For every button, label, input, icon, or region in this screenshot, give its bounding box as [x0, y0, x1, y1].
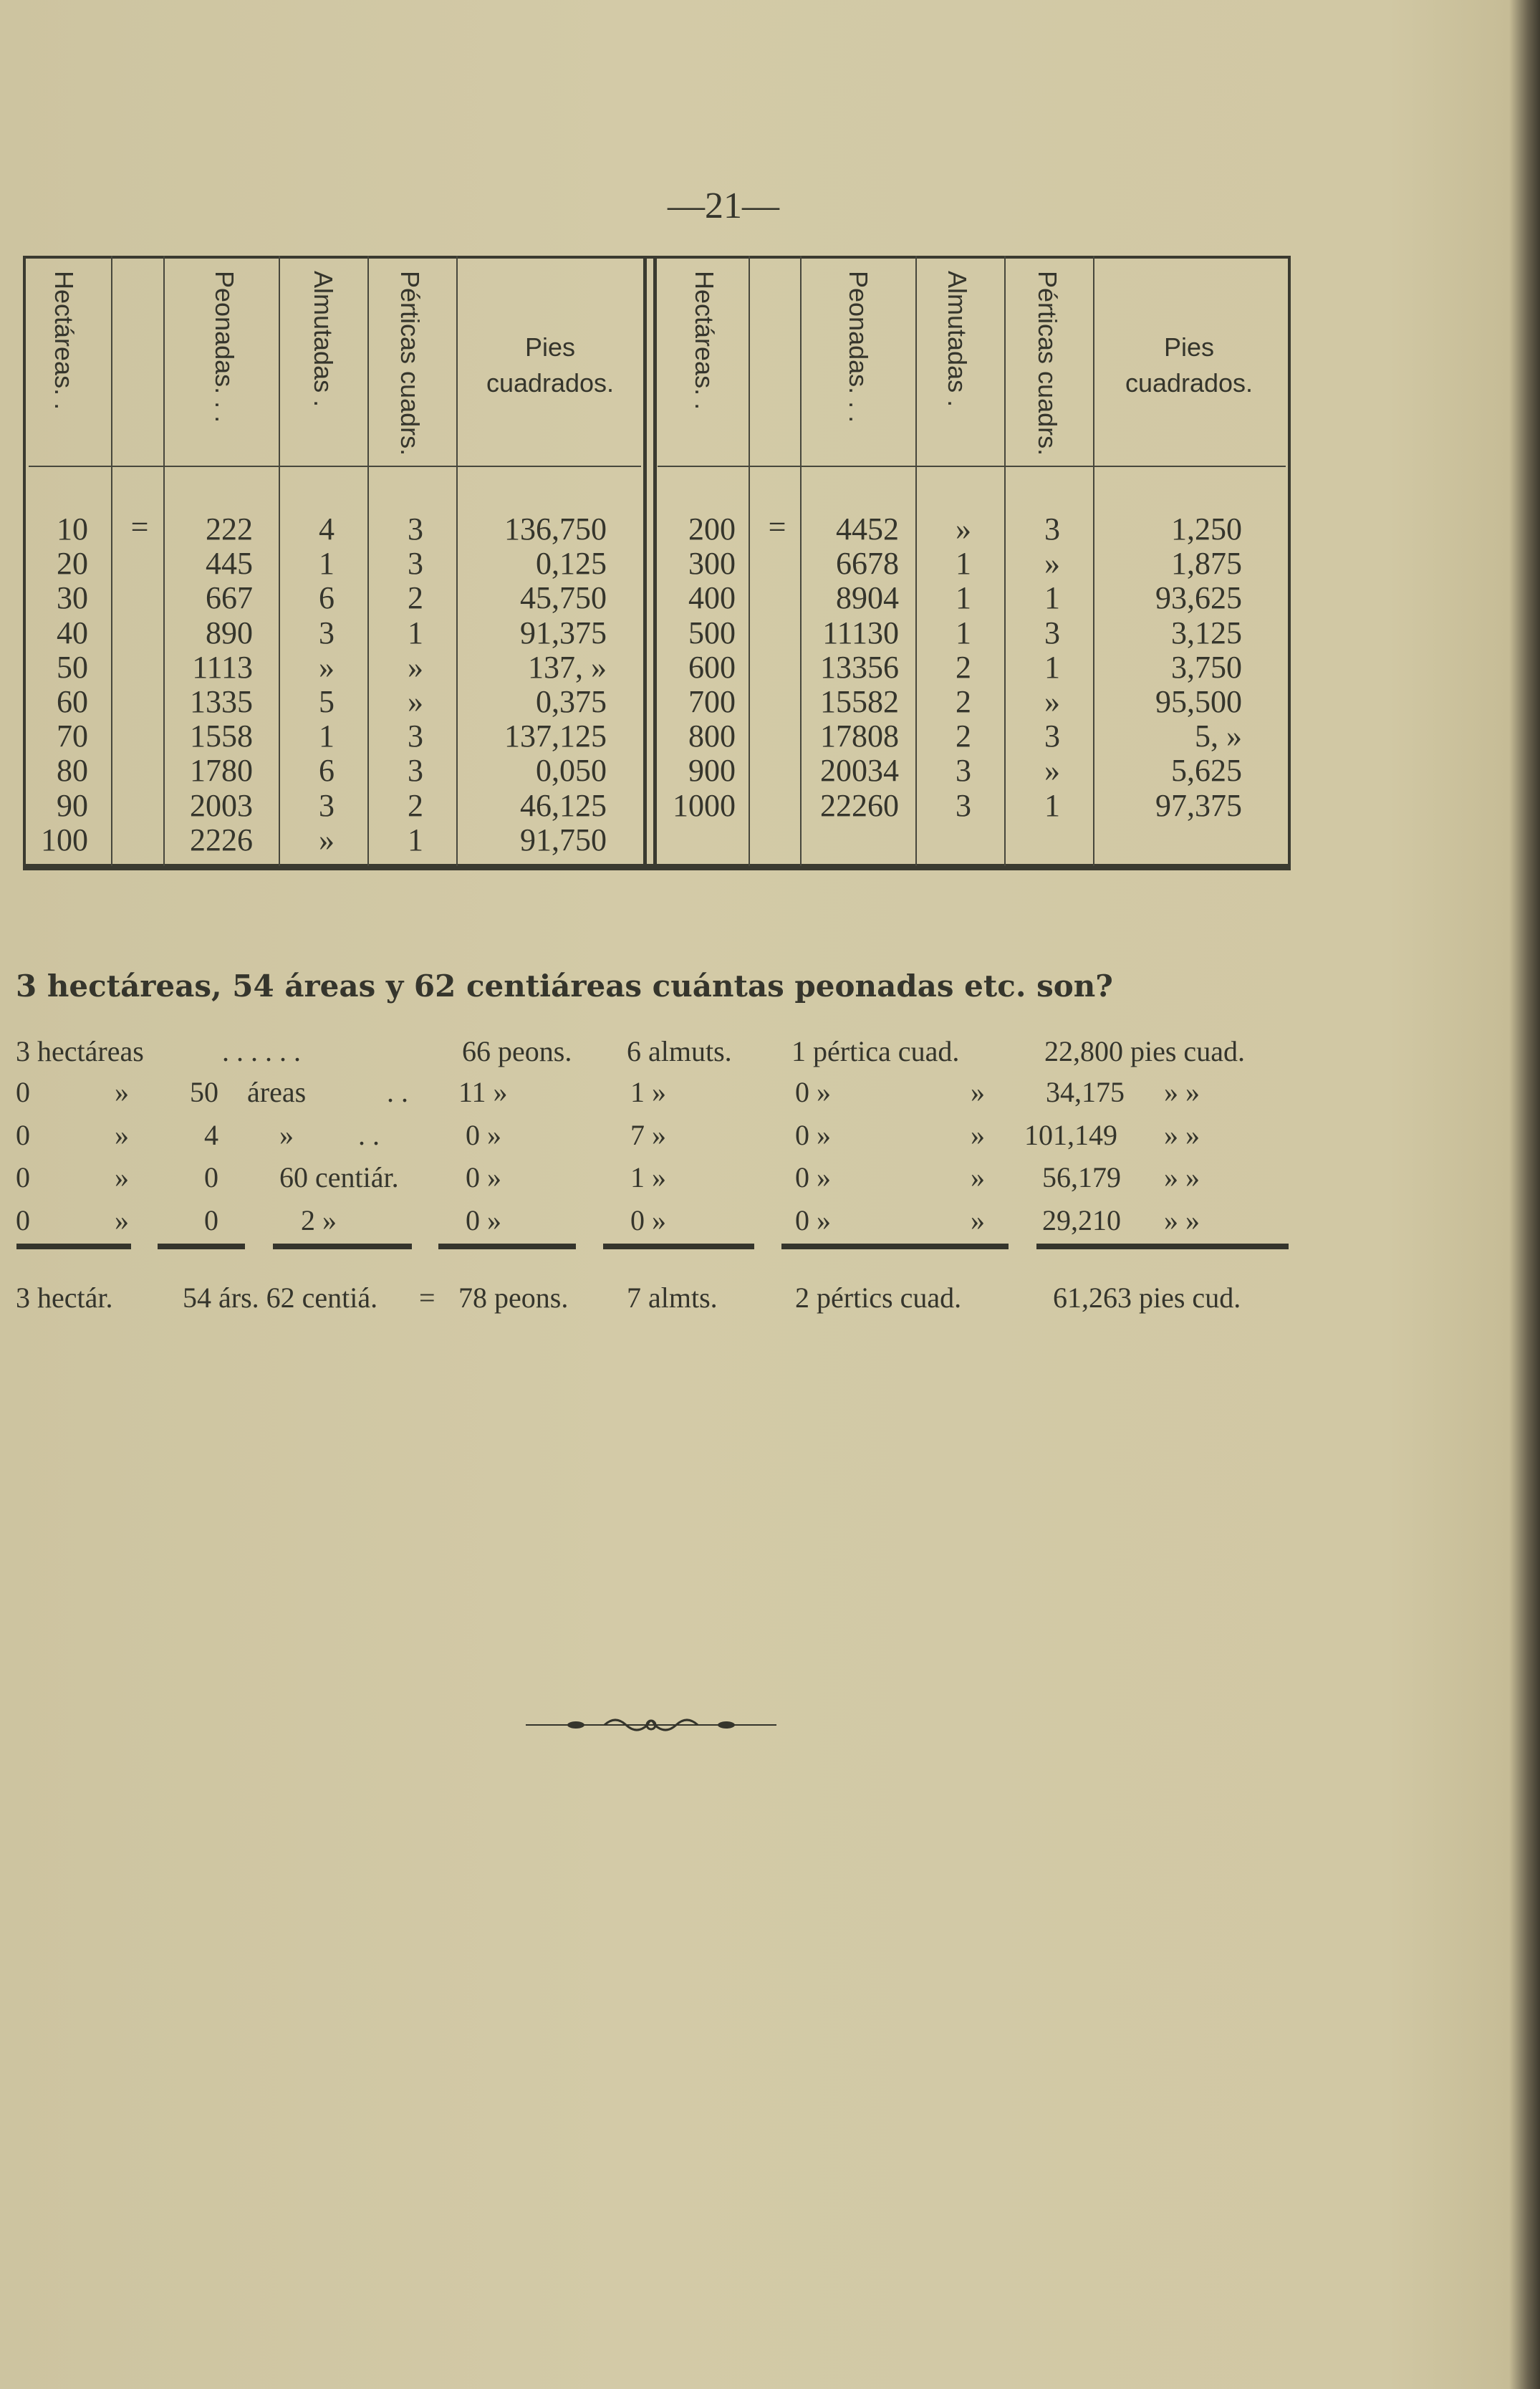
column-divider — [163, 256, 165, 866]
cell-perticas: 1 — [408, 615, 423, 650]
cell-pies: 1,250 — [1171, 511, 1242, 547]
calc-line-2-cell: áreas — [247, 1076, 307, 1108]
cell-peonadas: 1558 — [190, 718, 253, 754]
cell-pies: 0,050 — [536, 753, 607, 789]
cell-peonadas: 1780 — [190, 753, 253, 789]
calc-line-1-cell: 66 peons. — [462, 1035, 572, 1067]
cell-almutadas: 1 — [956, 546, 971, 582]
cell-hectareas: 30 — [57, 580, 88, 616]
calc-line-3-cell: » » — [1164, 1119, 1200, 1151]
calc-line-3-cell: 0 — [16, 1119, 30, 1151]
cell-pies: 46,125 — [520, 787, 607, 823]
calc-line-5-cell: » — [115, 1204, 129, 1236]
calc-line-2-cell: 0 — [16, 1076, 30, 1108]
cell-peonadas: 890 — [206, 615, 253, 650]
cell-perticas: » — [1044, 546, 1060, 582]
cell-almutadas: 4 — [319, 511, 335, 547]
cell-almutadas: 3 — [319, 615, 335, 650]
cell-perticas: 3 — [408, 753, 423, 789]
calc-line-1-cell: 6 almuts. — [627, 1035, 732, 1067]
result-cell: 3 hectár. — [16, 1282, 113, 1314]
header-divider — [658, 466, 1286, 467]
cell-almutadas: 5 — [319, 684, 335, 719]
equals-sign-left: = — [130, 509, 149, 544]
result-cell: 2 pértics cuad. — [795, 1282, 962, 1314]
header-pies-left — [486, 330, 614, 401]
cell-almutadas: 6 — [319, 580, 335, 616]
calc-line-5-cell: 0 » — [466, 1204, 501, 1236]
problem-question: 3 hectáreas, 54 áreas y 62 centiáreas cuántas peonadas etc. son? — [16, 968, 1113, 1004]
cell-hectareas: 900 — [688, 753, 736, 789]
header-peonadas-left: Peonadas. . . — [210, 271, 239, 423]
calc-line-4-cell: 0 — [16, 1161, 30, 1193]
column-divider — [1004, 256, 1006, 866]
calc-line-5-cell: 0 — [16, 1204, 30, 1236]
cell-almutadas: 1 — [956, 615, 971, 650]
cell-peonadas: 11130 — [822, 615, 899, 650]
calc-line-3-cell: » — [971, 1119, 985, 1151]
cell-perticas: 1 — [1044, 787, 1060, 823]
cell-peonadas: 4452 — [836, 511, 899, 547]
calc-line-2-cell: » — [971, 1076, 985, 1108]
cell-hectareas: 500 — [688, 615, 736, 650]
calc-line-5-cell: 0 » — [795, 1204, 831, 1236]
cell-perticas: » — [408, 684, 423, 719]
result-cell: 78 peons. — [458, 1282, 569, 1314]
calc-line-3-cell: » — [115, 1119, 129, 1151]
calc-line-4-cell: 60 centiár. — [279, 1161, 399, 1193]
cell-hectareas: 50 — [57, 649, 88, 685]
cell-hectareas: 800 — [688, 718, 736, 754]
cell-hectareas: 60 — [57, 684, 88, 719]
calc-line-2-cell: » — [115, 1076, 129, 1108]
cell-pies: 3,750 — [1171, 649, 1242, 685]
cell-peonadas: 6678 — [836, 546, 899, 582]
calc-line-5-cell: 2 » — [301, 1204, 337, 1236]
sum-rule — [603, 1244, 754, 1249]
cell-peonadas: 2226 — [190, 822, 253, 857]
cell-perticas: 1 — [1044, 580, 1060, 616]
cell-hectareas: 1000 — [673, 787, 736, 823]
column-divider — [111, 256, 112, 866]
cell-almutadas: 1 — [319, 718, 335, 754]
calc-line-5-cell: 0 — [204, 1204, 218, 1236]
column-divider — [749, 256, 750, 866]
cell-perticas: » — [408, 649, 423, 685]
calc-line-1-cell: . . . . . . — [222, 1035, 301, 1067]
calc-line-1-cell: 3 hectáreas — [16, 1035, 144, 1067]
calc-line-2-cell: . . — [387, 1076, 408, 1108]
section-double-divider — [653, 256, 657, 866]
header-hectareas-left: Hectáreas. . — [49, 271, 79, 410]
cell-pies: 91,750 — [520, 822, 607, 857]
cell-peonadas: 2003 — [190, 787, 253, 823]
cell-almutadas: » — [319, 649, 335, 685]
header-pies-line2: cuadrados. — [486, 368, 615, 398]
cell-perticas: 3 — [1044, 511, 1060, 547]
cell-hectareas: 200 — [688, 511, 736, 547]
calc-line-2-cell: » » — [1164, 1076, 1200, 1108]
cell-pies: 97,375 — [1155, 787, 1242, 823]
calc-line-4-cell: » » — [1164, 1161, 1200, 1193]
column-divider — [1093, 256, 1094, 866]
section-double-divider — [643, 256, 647, 866]
header-hectareas-right: Hectáreas. . — [690, 271, 719, 410]
page-number: —21— — [668, 186, 779, 226]
header-perticas-left: Pérticas cuadrs. — [395, 271, 425, 456]
result-cell: 7 almts. — [627, 1282, 718, 1314]
header-pies-right — [1125, 330, 1253, 401]
cell-perticas: 3 — [1044, 718, 1060, 754]
calc-line-4-cell: 0 » — [466, 1161, 501, 1193]
cell-hectareas: 300 — [688, 546, 736, 582]
calc-line-4-cell: 0 — [204, 1161, 218, 1193]
sum-rule — [16, 1244, 131, 1249]
cell-hectareas: 100 — [41, 822, 88, 857]
calc-line-5-cell: » — [971, 1204, 985, 1236]
calc-line-5-cell: » » — [1164, 1204, 1200, 1236]
cell-perticas: 1 — [408, 822, 423, 857]
header-almutadas-right: Almutadas . — [943, 271, 972, 408]
sum-rule — [1036, 1244, 1289, 1249]
cell-almutadas: 3 — [319, 787, 335, 823]
cell-almutadas: 2 — [956, 649, 971, 685]
cell-perticas: 2 — [408, 787, 423, 823]
decorative-flourish-icon — [526, 1715, 776, 1735]
column-divider — [279, 256, 280, 866]
cell-almutadas: 6 — [319, 753, 335, 789]
calc-line-5-cell: 0 » — [630, 1204, 666, 1236]
cell-pies: 45,750 — [520, 580, 607, 616]
calc-line-3-cell: 101,149 — [1024, 1119, 1117, 1151]
header-divider — [29, 466, 641, 467]
calc-line-2-cell: 1 » — [630, 1076, 666, 1108]
result-cell: 54 árs. 62 centiá. — [183, 1282, 378, 1314]
calc-line-2-cell: 0 » — [795, 1076, 831, 1108]
column-divider — [367, 256, 369, 866]
calc-line-4-cell: 56,179 — [1042, 1161, 1121, 1193]
cell-almutadas: 1 — [319, 546, 335, 582]
cell-almutadas: » — [319, 822, 335, 857]
cell-peonadas: 15582 — [820, 684, 899, 719]
cell-peonadas: 1335 — [190, 684, 253, 719]
calc-line-3-cell: » — [279, 1119, 294, 1151]
header-almutadas-left: Almutadas . — [309, 271, 338, 408]
cell-pies: 1,875 — [1171, 546, 1242, 582]
calc-line-2-cell: 50 — [190, 1076, 218, 1108]
cell-almutadas: 2 — [956, 684, 971, 719]
calc-line-3-cell: 7 » — [630, 1119, 666, 1151]
cell-hectareas: 10 — [57, 511, 88, 547]
cell-pies: 5,625 — [1171, 753, 1242, 789]
calc-line-3-cell: 0 » — [795, 1119, 831, 1151]
cell-perticas: 2 — [408, 580, 423, 616]
cell-almutadas: 1 — [956, 580, 971, 616]
column-divider — [800, 256, 802, 866]
cell-pies: 0,125 — [536, 546, 607, 582]
calc-line-3-cell: 0 » — [466, 1119, 501, 1151]
cell-perticas: 3 — [408, 546, 423, 582]
calc-line-1-cell: 22,800 pies cuad. — [1044, 1035, 1245, 1067]
cell-pies: 0,375 — [536, 684, 607, 719]
calc-line-1-cell: 1 pértica cuad. — [791, 1035, 960, 1067]
cell-perticas: 3 — [408, 718, 423, 754]
cell-perticas: » — [1044, 753, 1060, 789]
column-divider — [456, 256, 458, 866]
cell-pies: 136,750 — [504, 511, 607, 547]
sum-rule — [273, 1244, 412, 1249]
calc-line-4-cell: 1 » — [630, 1161, 666, 1193]
column-divider — [915, 256, 917, 866]
sum-rule — [438, 1244, 576, 1249]
result-cell: 61,263 pies cud. — [1053, 1282, 1241, 1314]
cell-pies: 137,125 — [504, 718, 607, 754]
cell-peonadas: 17808 — [820, 718, 899, 754]
cell-pies: 137, » — [528, 649, 607, 685]
cell-pies: 91,375 — [520, 615, 607, 650]
calc-line-4-cell: 0 » — [795, 1161, 831, 1193]
cell-perticas: » — [1044, 684, 1060, 719]
cell-peonadas: 20034 — [820, 753, 899, 789]
cell-hectareas: 40 — [57, 615, 88, 650]
cell-perticas: 3 — [1044, 615, 1060, 650]
calc-line-3-cell: . . — [358, 1119, 380, 1151]
calc-line-4-cell: » — [115, 1161, 129, 1193]
header-pies-line1: Pies — [1163, 332, 1215, 362]
cell-peonadas: 1113 — [192, 649, 253, 685]
cell-peonadas: 445 — [206, 546, 253, 582]
cell-hectareas: 600 — [688, 649, 736, 685]
cell-perticas: 3 — [408, 511, 423, 547]
cell-hectareas: 20 — [57, 546, 88, 582]
cell-hectareas: 700 — [688, 684, 736, 719]
cell-almutadas: » — [956, 511, 971, 547]
cell-pies: 95,500 — [1155, 684, 1242, 719]
result-cell: = — [419, 1282, 435, 1314]
cell-perticas: 1 — [1044, 649, 1060, 685]
header-pies-line1: Pies — [524, 332, 576, 362]
cell-hectareas: 400 — [688, 580, 736, 616]
cell-hectareas: 70 — [57, 718, 88, 754]
cell-pies: 93,625 — [1155, 580, 1242, 616]
cell-peonadas: 222 — [206, 511, 253, 547]
cell-almutadas: 3 — [956, 787, 971, 823]
equals-sign-right: = — [768, 509, 786, 544]
cell-hectareas: 90 — [57, 787, 88, 823]
calc-line-4-cell: » — [971, 1161, 985, 1193]
sum-rule — [781, 1244, 1009, 1249]
cell-peonadas: 8904 — [836, 580, 899, 616]
header-perticas-right: Pérticas cuadrs. — [1033, 271, 1062, 456]
cell-hectareas: 80 — [57, 753, 88, 789]
calc-line-5-cell: 29,210 — [1042, 1204, 1121, 1236]
header-pies-line2: cuadrados. — [1125, 368, 1253, 398]
cell-peonadas: 22260 — [820, 787, 899, 823]
calc-line-2-cell: 34,175 — [1046, 1076, 1125, 1108]
cell-pies: 5, » — [1195, 718, 1242, 754]
cell-almutadas: 2 — [956, 718, 971, 754]
header-peonadas-right: Peonadas. . . — [844, 271, 873, 423]
cell-peonadas: 667 — [206, 580, 253, 616]
cell-almutadas: 3 — [956, 753, 971, 789]
cell-pies: 3,125 — [1171, 615, 1242, 650]
cell-peonadas: 13356 — [820, 649, 899, 685]
sum-rule — [158, 1244, 245, 1249]
calc-line-3-cell: 4 — [204, 1119, 218, 1151]
calc-line-2-cell: 11 » — [458, 1076, 508, 1108]
